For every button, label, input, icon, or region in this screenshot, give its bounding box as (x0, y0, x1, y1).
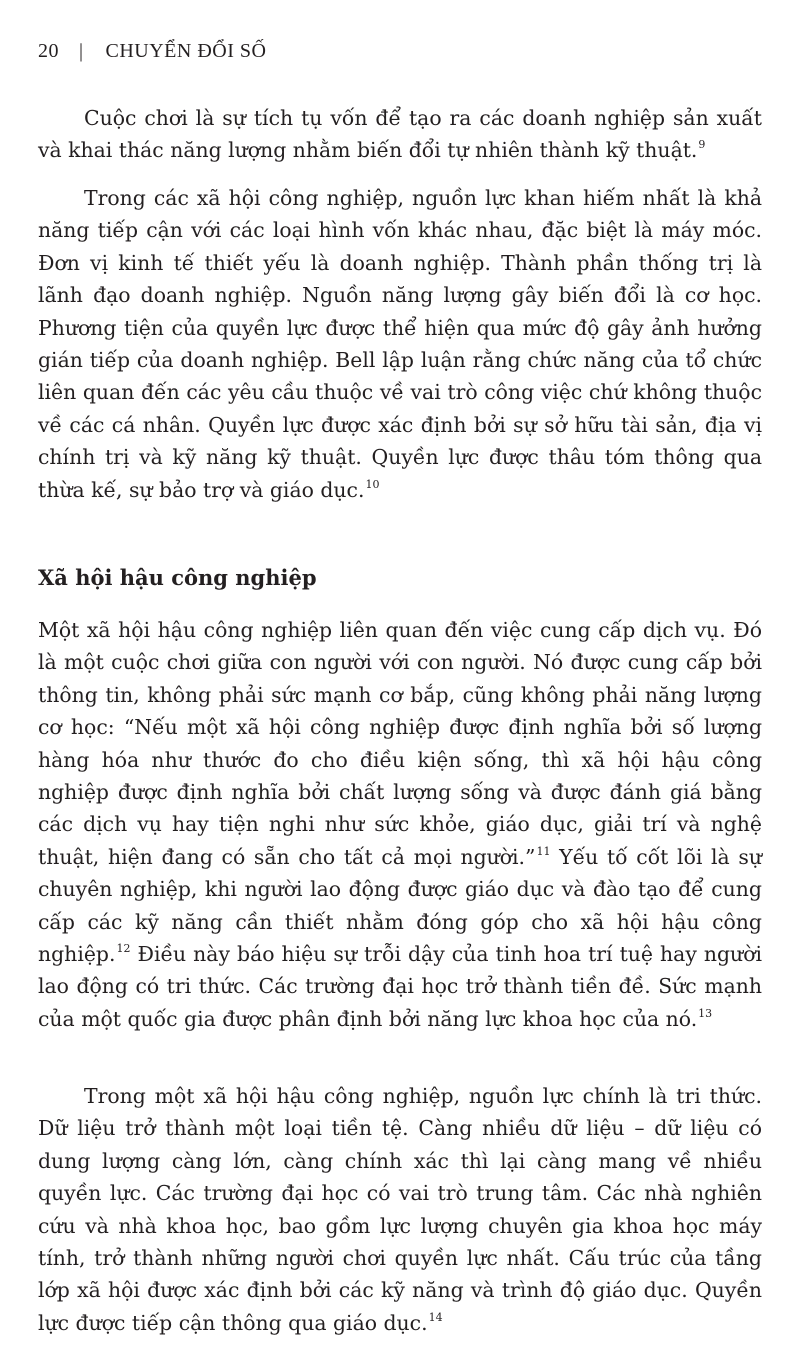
section-text-block (38, 614, 762, 1035)
paragraph-1 (38, 102, 762, 167)
page-number: 20 (38, 40, 59, 62)
book-title: CHUYỂN ĐỔI SỐ (105, 40, 267, 62)
footnote-ref-11: 11 (536, 844, 551, 858)
footnote-ref-10: 10 (365, 477, 380, 491)
footnote-ref-9: 9 (698, 138, 706, 152)
book-page (38, 0, 762, 1370)
paragraph-1-text: Cuộc chơi là sự tích tụ vốn để tạo ra các doanh nghiệp sản xuất và khai thác năng lượng nhằm biến đổi tự nhiên thành kỹ thuật. (38, 106, 762, 163)
header-separator: | (79, 40, 84, 62)
running-head (38, 40, 266, 63)
middle-text-block (38, 182, 762, 506)
section-heading: Xã hội hậu công nghiệp (38, 565, 317, 590)
paragraph-2-text: Trong các xã hội công nghiệp, nguồn lực khan hiếm nhất là khả năng tiếp cận với các loại hình vốn khác nhau, đặc biệt là máy móc. Đơn vị kinh tế thiết yếu là doanh nghiệp. Thành phần thống trị là lãnh đạo doanh nghiệp. Nguồn năng lượng gây biến đổi là cơ học. Phương tiện của quyền lực được thể hiện qua mức độ gây ảnh hưởng gián tiếp của doanh nghiệp. Bell lập luận rằng chức năng của tổ chức liên quan đến các yêu cầu thuộc về vai trò công việc chứ không thuộc về các cá nhân. Quyền lực được xác định bởi sự sở hữu tài sản, địa vị chính trị và kỹ năng kỹ thuật. Quyền lực được thâu tóm thông qua thừa kế, sự bảo trợ và giáo dục. (38, 186, 762, 502)
paragraph-3-part-3: Điều này báo hiệu sự trỗi dậy của tinh hoa trí tuệ hay người lao động có tri thức. Các trường đại học trở thành tiền đề. Sức mạnh của một quốc gia được phân định bởi năng lực khoa học của nó. (38, 942, 762, 1031)
footnote-ref-14: 14 (428, 1310, 443, 1324)
paragraph-4-text: Trong một xã hội hậu công nghiệp, nguồn lực chính là tri thức. Dữ liệu trở thành một loại tiền tệ. Càng nhiều dữ liệu – dữ liệu có dung lượng càng lớn, càng chính xác thì lại càng mang về nhiều quyền lực. Các trường đại học có vai trò trung tâm. Các nhà nghiên cứu và nhà khoa học, bao gồm lực lượng chuyên gia khoa học máy tính, trở thành những người chơi quyền lực nhất. Cấu trúc của tầng lớp xã hội được xác định bởi các kỹ năng và trình độ giáo dục. Quyền lực được tiếp cận thông qua giáo dục. (38, 1084, 762, 1335)
paragraph-3-part-1: Một xã hội hậu công nghiệp liên quan đến việc cung cấp dịch vụ. Đó là một cuộc chơi giữa con người với con người. Nó được cung cấp bởi thông tin, không phải sức mạnh cơ bắp, cũng không phải năng lượng cơ học: “Nếu một xã hội công nghiệp được định nghĩa bởi số lượng hàng hóa như thước đo cho điều kiện sống, thì xã hội hậu công nghiệp được định nghĩa bởi chất lượng sống và được đánh giá bằng các dịch vụ hay tiện nghi như sức khỏe, giáo dục, giải trí và nghệ thuật, hiện đang có sẵn cho tất cả mọi người.” (38, 618, 762, 869)
paragraph-3-part-2: Yếu tố cốt lõi là sự chuyên nghiệp, khi người lao động được giáo dục và đào tạo để cung cấp các kỹ năng cần thiết nhằm đóng góp cho xã hội hậu công nghiệp. (38, 844, 762, 967)
footnote-ref-13: 13 (698, 1006, 713, 1020)
paragraph-4 (38, 1080, 762, 1339)
top-text-block (38, 102, 762, 167)
final-text-block (38, 1080, 762, 1339)
paragraph-3 (38, 614, 762, 1035)
paragraph-2 (38, 182, 762, 506)
footnote-ref-12: 12 (116, 942, 131, 956)
